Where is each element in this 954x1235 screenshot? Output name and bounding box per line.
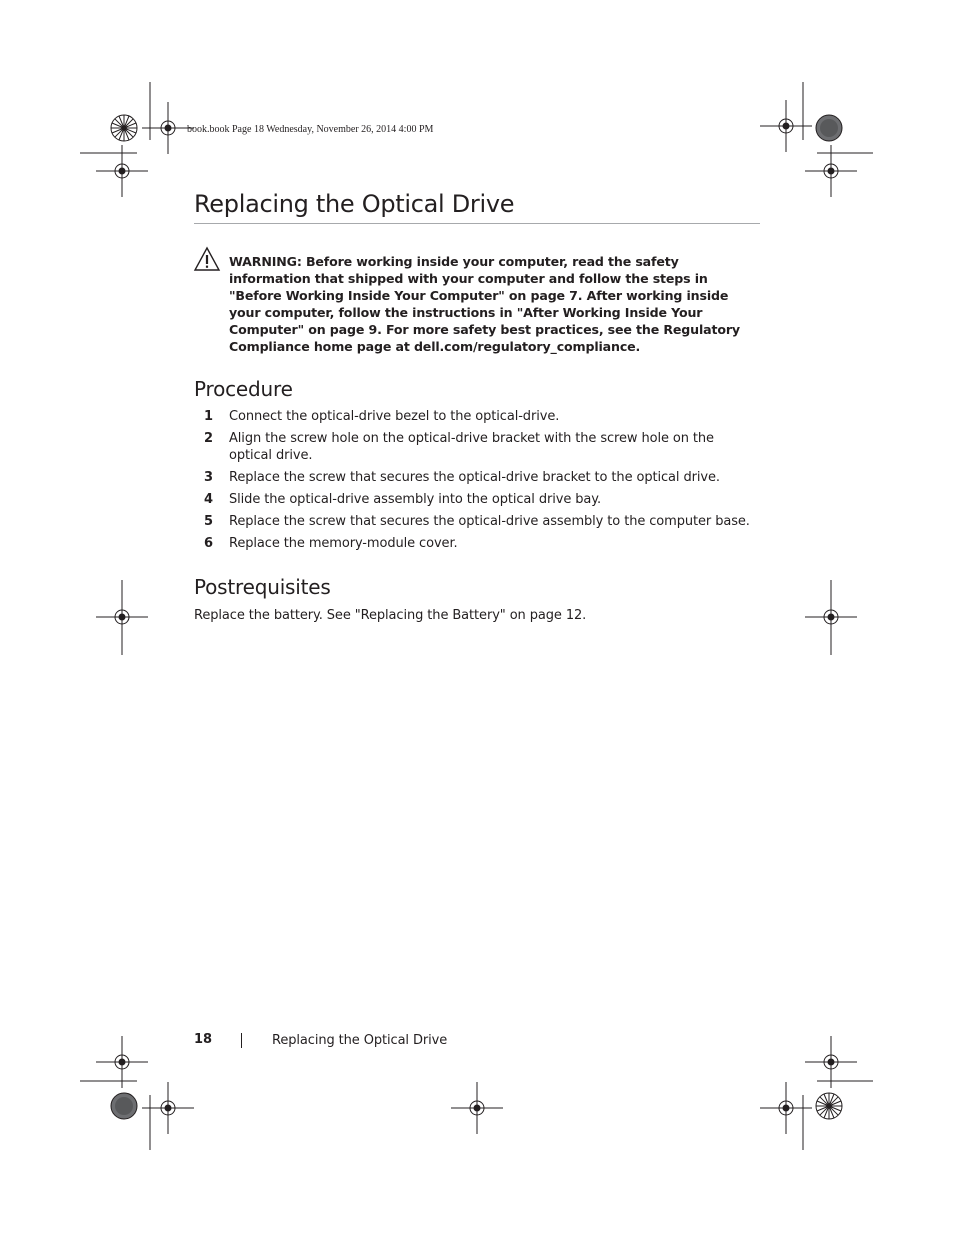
step-text: Align the screw hole on the optical-drive bracket with the screw hole on the optical drive. xyxy=(229,431,714,463)
warning-triangle-icon xyxy=(193,246,221,272)
procedure-heading: Procedure xyxy=(194,377,293,401)
print-header: book.book Page 18 Wednesday, November 26, 2014 4:00 PM xyxy=(187,124,434,135)
title-divider xyxy=(194,223,760,224)
step-text: Replace the memory-module cover. xyxy=(229,536,458,551)
page-title: Replacing the Optical Drive xyxy=(194,190,515,218)
step-number: 5 xyxy=(204,514,213,529)
step-number: 4 xyxy=(204,492,213,507)
procedure-step xyxy=(204,408,764,425)
postrequisites-text: Replace the battery. See "Replacing the Battery" on page 12. xyxy=(194,608,587,623)
procedure-step xyxy=(204,513,764,530)
step-text: Replace the screw that secures the optical-drive assembly to the computer base. xyxy=(229,514,750,529)
step-text: Slide the optical-drive assembly into the optical drive bay. xyxy=(229,492,602,507)
warning-text: WARNING: Before working inside your computer, read the safety information that shipped with your computer and follow the steps in "Before Working Inside Your Computer" on page 7. After working inside your computer, follow the instructions in "After Working Inside Your Computer" on page 9. For more safety best practices, see the Regulatory Compliance home page at dell.com/regulatory_compliance. xyxy=(229,254,740,354)
footer-divider xyxy=(241,1033,242,1048)
step-number: 6 xyxy=(204,536,213,551)
step-number: 3 xyxy=(204,470,213,485)
footer-section-title: Replacing the Optical Drive xyxy=(272,1033,448,1048)
procedure-step xyxy=(204,491,764,508)
procedure-steps xyxy=(204,408,764,557)
step-text: Replace the screw that secures the optical-drive bracket to the optical drive. xyxy=(229,470,720,485)
procedure-step xyxy=(204,430,764,464)
step-text: Connect the optical-drive bezel to the optical-drive. xyxy=(229,409,560,424)
procedure-step xyxy=(204,535,764,552)
step-number: 1 xyxy=(204,409,213,424)
step-number: 2 xyxy=(204,431,213,446)
postrequisites-heading: Postrequisites xyxy=(194,575,331,599)
page-number: 18 xyxy=(194,1032,213,1047)
procedure-step xyxy=(204,469,764,486)
